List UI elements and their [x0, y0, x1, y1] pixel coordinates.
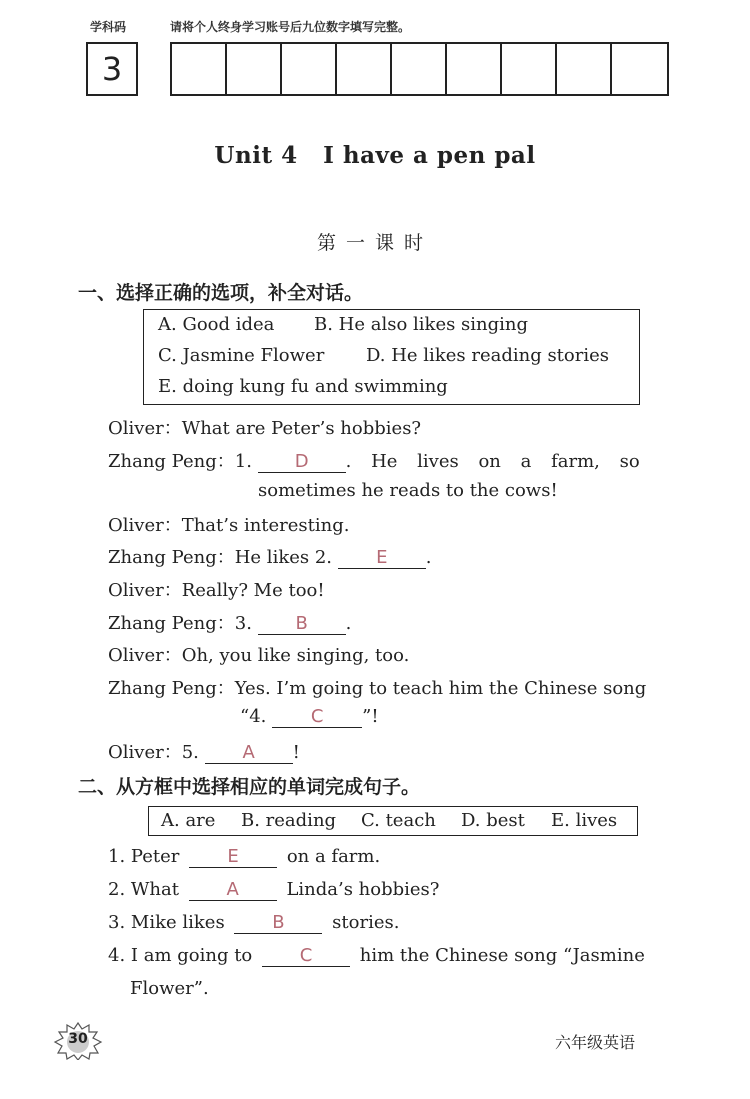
digit-box[interactable] [392, 44, 447, 94]
answer-blank[interactable]: A [205, 743, 293, 764]
page-number-badge [53, 1022, 103, 1060]
answer-blank[interactable]: B [234, 913, 322, 934]
sentence: 4. I am going to C him the Chinese song “Jasmine [108, 945, 645, 966]
word-option: A. are [161, 810, 216, 831]
dialogue-line: Zhang Peng：1. D . He lives on a farm, so [108, 451, 640, 472]
digit-box[interactable] [502, 44, 557, 94]
part2-heading: 二、从方框中选择相应的单词完成句子。 [78, 776, 421, 798]
word-option: B. reading [241, 810, 337, 831]
dialogue-line: Oliver：That’s interesting. [108, 515, 350, 536]
dialogue-line: “4. C ”! [240, 706, 379, 727]
digit-box[interactable] [227, 44, 282, 94]
word-box [148, 806, 638, 836]
answer-blank[interactable]: B [258, 614, 346, 635]
page-number: 30 [68, 1031, 88, 1047]
digit-box[interactable] [337, 44, 392, 94]
word-option: C. teach [361, 810, 436, 831]
sentence: 1. Peter E on a farm. [108, 846, 381, 867]
answer-blank[interactable]: C [262, 946, 350, 967]
answer-blank[interactable]: C [272, 707, 362, 728]
digit-box[interactable] [612, 44, 667, 94]
digit-box[interactable] [447, 44, 502, 94]
digit-box[interactable] [557, 44, 612, 94]
option-e: E. doing kung fu and swimming [158, 376, 448, 397]
answer-blank[interactable]: D [258, 452, 346, 473]
sentence: 2. What A Linda’s hobbies? [108, 879, 440, 900]
dialogue-line: Zhang Peng：He likes 2. E . [108, 547, 432, 568]
option-a: A. Good idea [158, 314, 275, 335]
unit-title: Unit 4 I have a pen pal [214, 142, 536, 169]
sentence: 3. Mike likes B stories. [108, 912, 400, 933]
dialogue-line: Oliver：Oh, you like singing, too. [108, 645, 410, 666]
answer-blank[interactable]: E [338, 548, 426, 569]
account-instruction: 请将个人终身学习账号后九位数字填写完整。 [170, 20, 411, 34]
word-option: E. lives [551, 810, 618, 831]
dialogue-line: Zhang Peng：3. B . [108, 613, 352, 634]
lesson-title: 第一课时 [316, 232, 433, 254]
part1-heading: 一、选择正确的选项，补全对话。 [78, 282, 364, 304]
subject-code-label: 学科码 [90, 20, 127, 34]
sentence: Flower”. [130, 978, 209, 999]
digit-box[interactable] [172, 44, 227, 94]
grade-subject: 六年级英语 [555, 1033, 636, 1052]
dialogue-line: sometimes he reads to the cows! [258, 480, 558, 501]
option-d: D. He likes reading stories [366, 345, 609, 366]
option-b: B. He also likes singing [314, 314, 529, 335]
digit-box[interactable] [282, 44, 337, 94]
answer-blank[interactable]: A [189, 880, 277, 901]
account-digit-boxes[interactable] [170, 42, 669, 96]
word-option: D. best [461, 810, 525, 831]
dialogue-line: Oliver：Really? Me too! [108, 580, 325, 601]
dialogue-line: Oliver：5. A ! [108, 742, 300, 763]
dialogue-line: Zhang Peng：Yes. I’m going to teach him the Chinese song [108, 678, 647, 699]
options-box [143, 309, 640, 405]
dialogue-line: Oliver：What are Peter’s hobbies? [108, 418, 422, 439]
subject-code-box: 3 [86, 42, 138, 96]
answer-blank[interactable]: E [189, 847, 277, 868]
option-c: C. Jasmine Flower [158, 345, 325, 366]
